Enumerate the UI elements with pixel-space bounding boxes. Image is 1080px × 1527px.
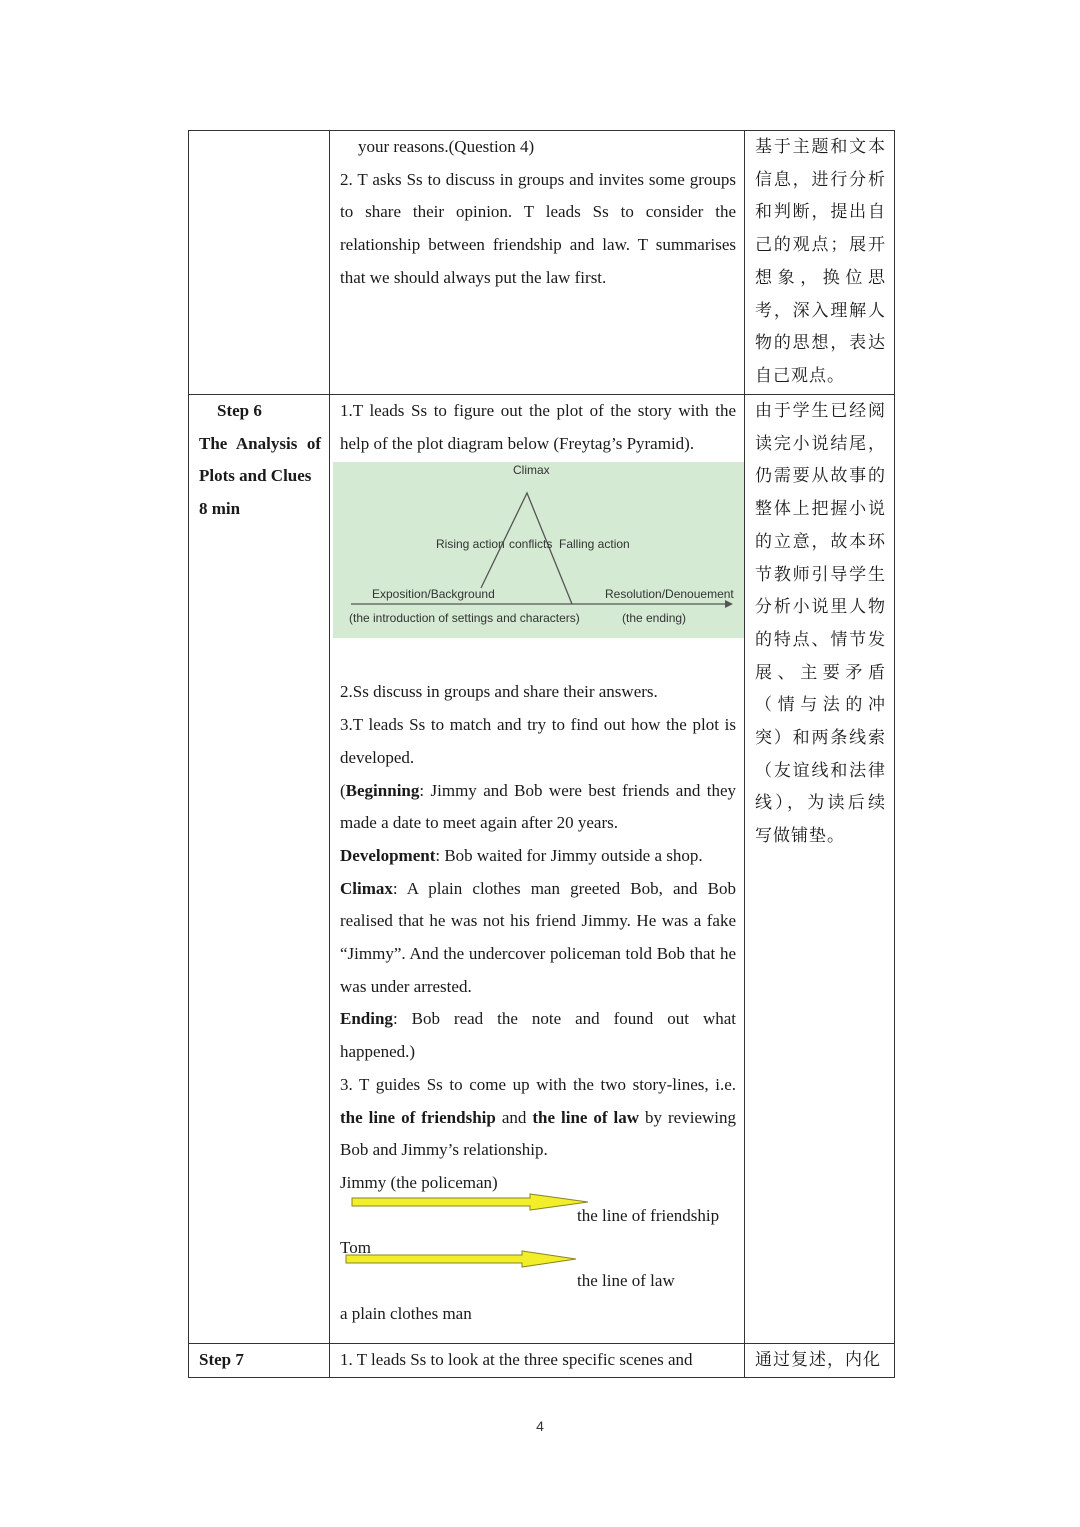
step-time: 8 min: [199, 499, 241, 519]
beginning-text: : Jimmy and Bob were best friends and they made a date to meet again after 20 years.: [340, 780, 736, 833]
jimmy-label: Jimmy (the policeman): [340, 1172, 498, 1192]
table-row: [189, 1344, 895, 1378]
law-arrow: [344, 1249, 594, 1269]
storyline-text-a: 3. T guides Ss to come up with the two story-lines, i.e.: [340, 1074, 736, 1094]
rising-action-label: Rising action: [436, 537, 505, 552]
question-line: your reasons.(Question 4): [358, 137, 535, 156]
purpose-text: 由于学生已经阅读完小说结尾，仍需要从故事的整体上把握小说的立意，故本环节教师引导学生分析小说里人物的特点、情节发展、主要矛盾（情与法的冲突）和两条线索（友谊线和法律线），为读后续写做铺垫。: [755, 401, 886, 847]
development-paragraph: [340, 840, 736, 873]
storyline-text-c: and: [495, 1107, 533, 1127]
purpose-cell: [745, 131, 895, 395]
plot-instruction: 1.T leads Ss to figure out the plot of the story with the help of the plot diagram below (Freytag’s Pyramid).: [340, 401, 736, 453]
step-number: Step 7: [199, 1350, 244, 1369]
ending-paragraph: [340, 1003, 736, 1068]
friendship-arrow: [350, 1192, 600, 1212]
match-paragraph: 3.T leads Ss to match and try to find out how the plot is developed.: [340, 715, 736, 767]
resolution-note: (the ending): [622, 611, 687, 626]
law-arrow-row: [340, 1265, 736, 1298]
conflicts-label: conflicts: [509, 537, 553, 552]
line-of-friendship-label: the line of friendship: [577, 1205, 720, 1225]
falling-action-label: Falling action: [559, 537, 630, 552]
ending-label: Ending: [340, 1009, 393, 1029]
development-label: Development: [340, 845, 436, 865]
beginning-paragraph: [340, 775, 736, 840]
storyline-paragraph: [340, 1069, 736, 1167]
purpose-text: 基于主题和文本信息，进行分析和判断，提出自己的观点；展开想象，换位思考，深入理解人物的思想，表达自己观点。: [755, 137, 886, 386]
scenes-instruction: 1. T leads Ss to look at the three specific scenes and: [340, 1350, 693, 1369]
law-line-term: the line of law: [532, 1107, 640, 1127]
climax-paragraph: [340, 873, 736, 1004]
discussion-paragraph: 2. T asks Ss to discuss in groups and invites some groups to share their opinion. T leads Ss to consider the relationship between friendship and law. T summarises that we should always put the law first.: [340, 169, 736, 287]
freytag-pyramid-diagram: [333, 462, 744, 638]
development-text: : Bob waited for Jimmy outside a shop.: [435, 845, 703, 865]
open-paren: (: [340, 780, 346, 800]
step-cell: [189, 1344, 330, 1378]
climax-text: : A plain clothes man greeted Bob, and Bob realised that he was not his friend Jimmy. He was a fake “Jimmy”. And the undercover policeman told Bob that he was under arrested.: [340, 878, 736, 996]
table-row: [189, 395, 895, 1344]
activity-cell: [330, 1344, 745, 1378]
friendship-arrow-row: [340, 1200, 736, 1233]
lesson-plan-table: [188, 130, 895, 1378]
discuss-paragraph: 2.Ss discuss in groups and share their answers.: [340, 682, 658, 702]
page-number: 4: [536, 1418, 544, 1434]
exposition-note: (the introduction of settings and characters): [349, 611, 580, 626]
plain-clothes-man-label: a plain clothes man: [340, 1303, 472, 1323]
beginning-label: Beginning: [345, 780, 420, 800]
friendship-line-term: the line of friendship: [340, 1107, 496, 1127]
step-title: The Analysis of Plots and Clues: [199, 433, 321, 486]
purpose-text: 通过复述，内化: [755, 1350, 881, 1370]
purpose-cell: [745, 1344, 895, 1378]
climax-label: Climax: [513, 463, 550, 478]
activity-cell: [330, 395, 745, 1344]
line-of-law-label: the line of law: [577, 1271, 675, 1291]
table-row: [189, 131, 895, 395]
resolution-label: Resolution/Denouement: [605, 587, 734, 602]
activity-cell: [330, 131, 745, 395]
ending-text: : Bob read the note and found out what happened.): [340, 1009, 736, 1062]
yellow-arrow-shape: [346, 1251, 576, 1267]
storyline-text-e: by reviewing Bob and Jimmy’s relationship.: [340, 1107, 736, 1160]
purpose-cell: [745, 395, 895, 1344]
step-cell: [189, 395, 330, 1344]
exposition-label: Exposition/Background: [372, 587, 495, 602]
tom-label: Tom: [340, 1238, 371, 1258]
step-number: Step 6: [217, 401, 262, 420]
yellow-arrow-shape: [352, 1194, 588, 1210]
climax-label-text: Climax: [340, 878, 393, 898]
step-cell-empty: [189, 131, 330, 395]
